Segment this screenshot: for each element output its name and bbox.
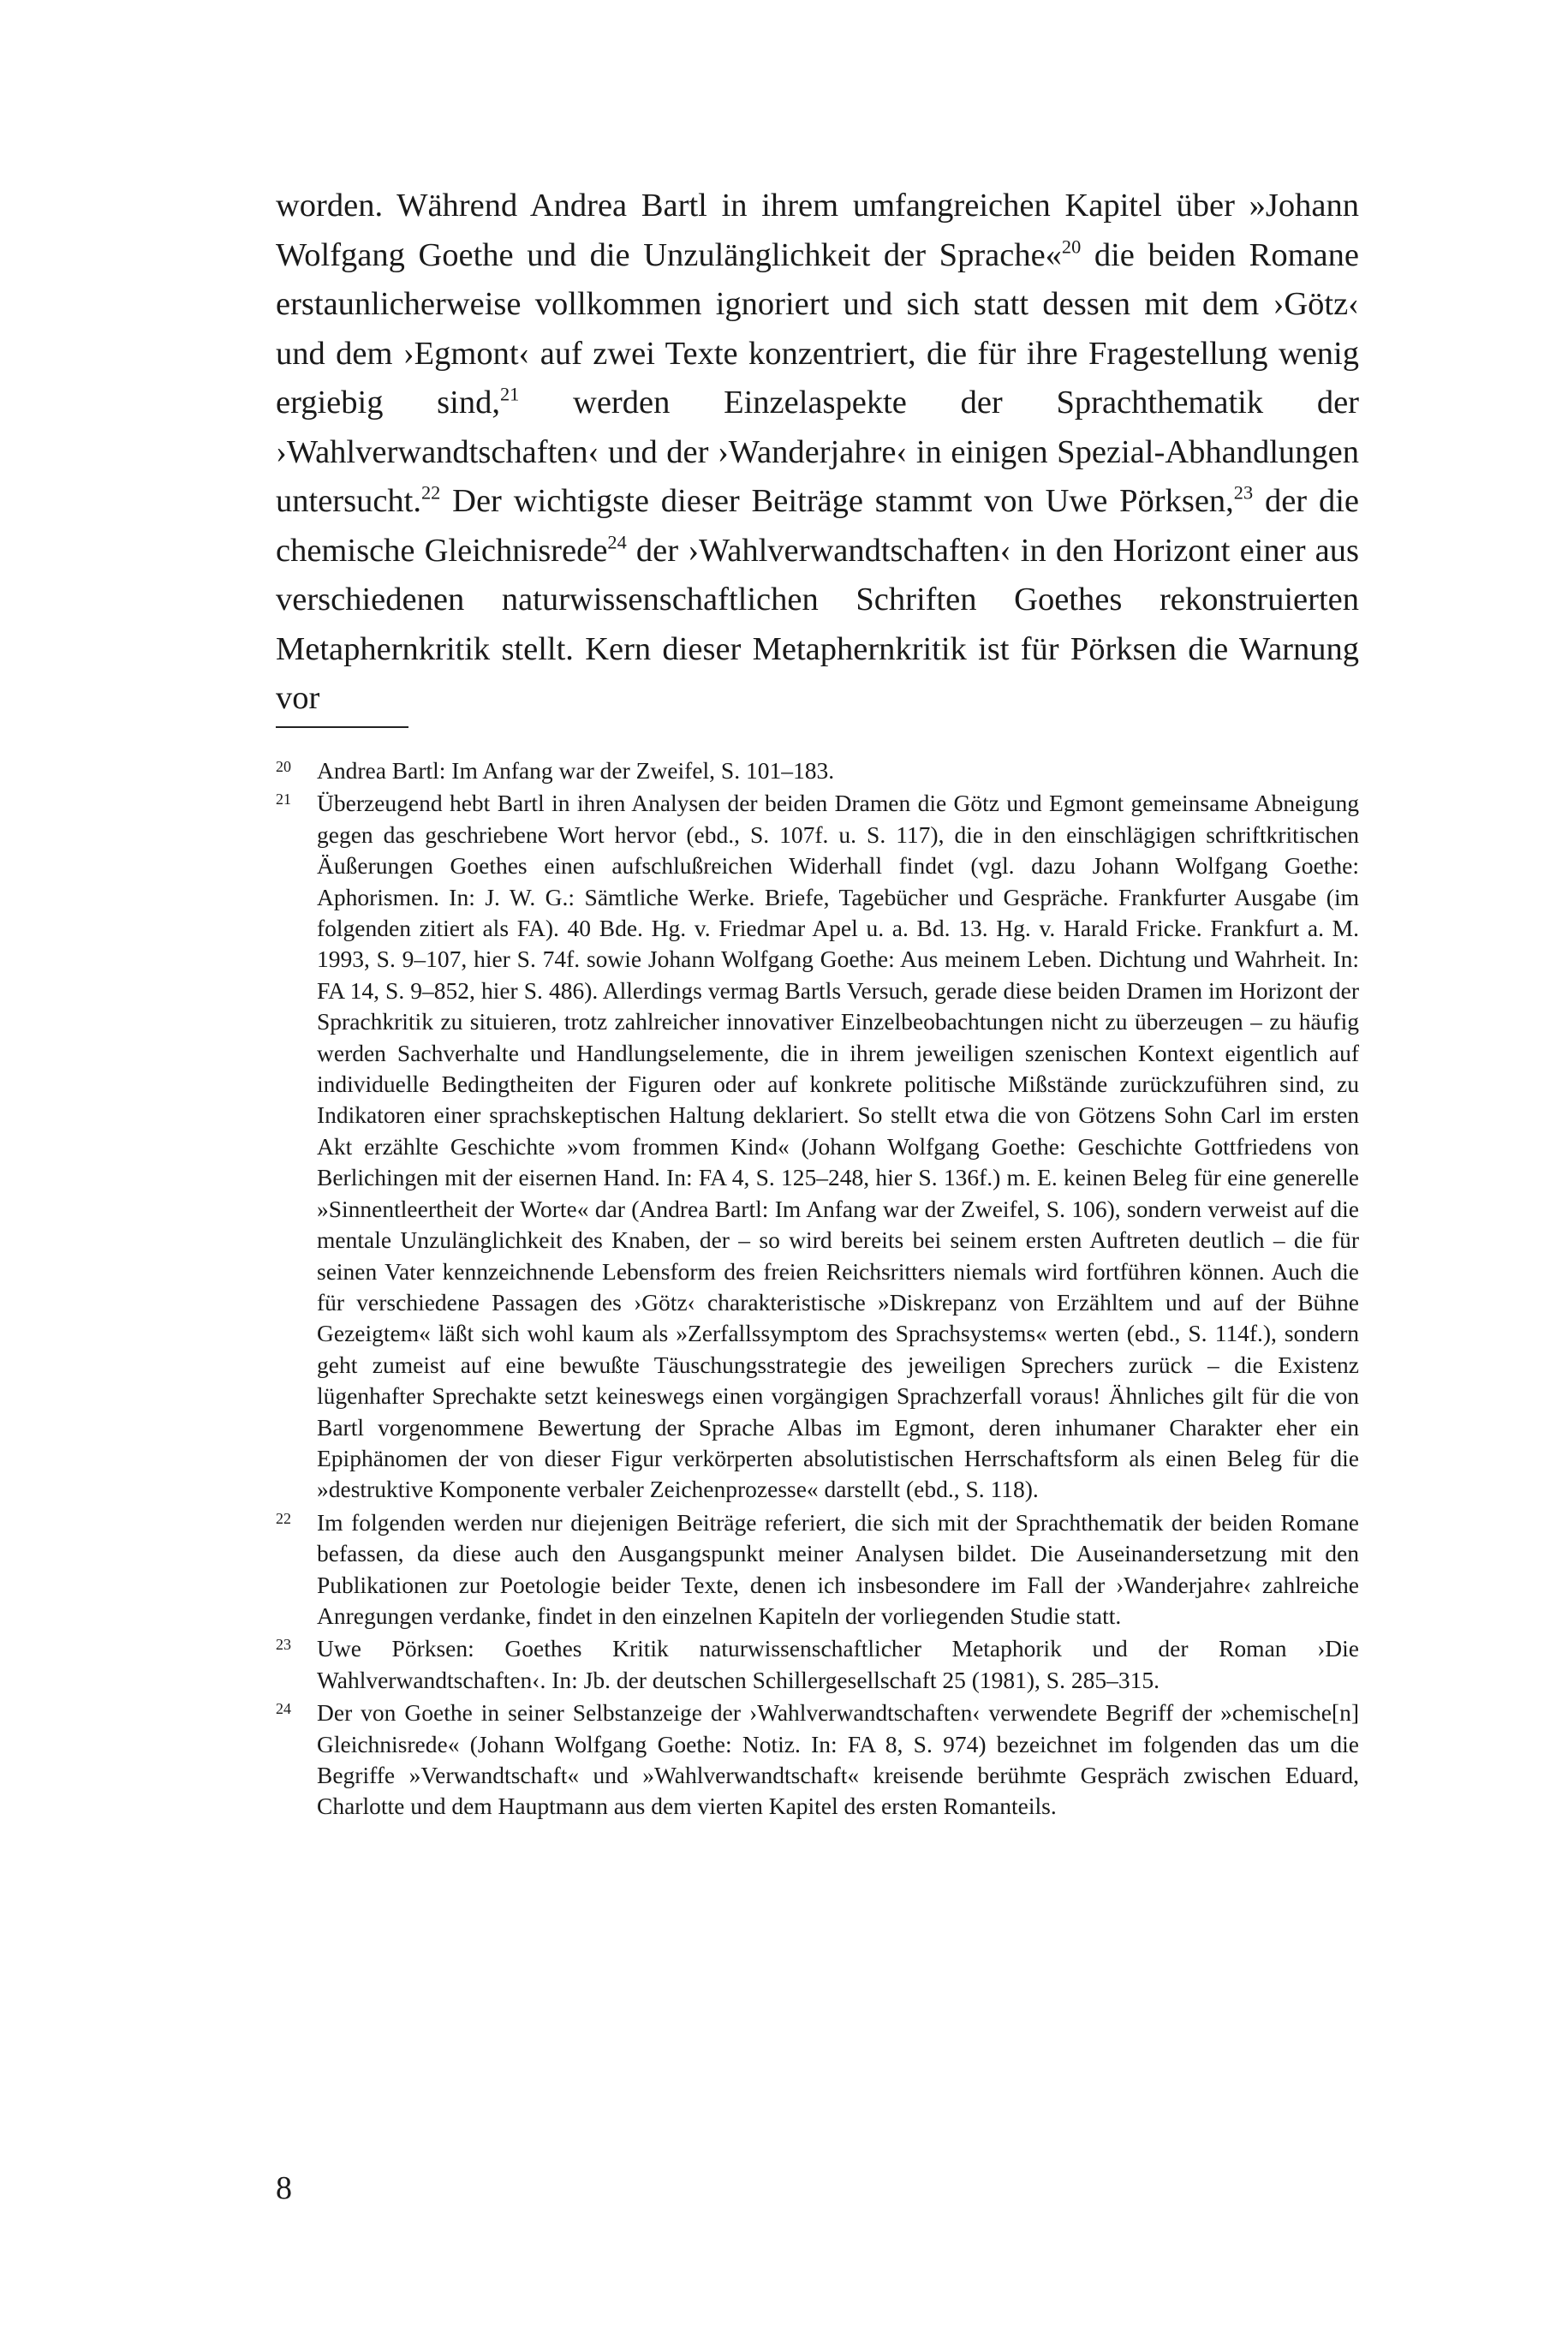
footnote-number: 24 [276, 1700, 291, 1718]
page-number: 8 [276, 2170, 292, 2206]
main-text-block [276, 182, 1359, 724]
footnote-text: Andrea Bartl: Im Anfang war der Zweifel, S. 101–183. [317, 757, 835, 784]
footnote [276, 1698, 1359, 1823]
footnote-ref-20[interactable]: 20 [1061, 236, 1082, 257]
footnote-ref-24[interactable]: 24 [607, 531, 627, 552]
body-paragraph: worden. Während Andrea Bartl in ihrem umfangreichen Kapitel über »Johann Wolfgang Goethe und die Unzulänglichkeit der Sprache«$^{20}$ die beiden Romane erstaunlicherweise vollkommen ignoriert und sich statt dessen mit dem ›Götz‹ und dem ›Egmont‹ auf zwei Texte konzentriert, die für ihre Fragestellung wenig ergiebig sind,$^{21}$ werden Einzelaspekte der Sprachthematik der ›Wahlverwandtschaften‹ und der ›Wanderjahre‹ in einigen Spezial-Abhandlungen untersucht.$^{22}$ Der wichtigste dieser Beiträge stammt von Uwe Pörksen,$^{23}$ der die chemische Gleichnisrede$^{24}$ der ›Wahlverwandtschaften‹ in den Horizont einer aus verschiedenen naturwissenschaftlichen Schriften Goethes rekonstruierten Metaphernkritik stellt. Kern dieser Metaphernkritik ist für Pörksen die Warnung vor [276, 188, 1359, 716]
footnote-text: Der von Goethe in seiner Selbstanzeige der ›Wahlverwandtschaften‹ verwendete Begriff der »chemische[n] Gleichnisrede« (Johann Wolfgang Goethe: Notiz. In: FA 8, S. 974) bezeichnet im folgenden das um die Begriffe »Verwandtschaft« und »Wahlverwandtschaft« kreisende berühmte Gespräch zwischen Eduard, Charlotte und dem Hauptmann aus dem vierten Kapitel des ersten Romanteils. [317, 1699, 1359, 1820]
footnote-number: 23 [276, 1636, 291, 1654]
footnote [276, 755, 1359, 786]
footnote [276, 1507, 1359, 1632]
footnote-number: 22 [276, 1509, 291, 1527]
footnote-ref-21[interactable]: 21 [499, 383, 520, 405]
footnote-text: Überzeugend hebt Bartl in ihren Analysen der beiden Dramen die Götz und Egmont gemeinsame Abneigung gegen das geschriebene Wort hervor (ebd., S. 107f. u. S. 117), die in den einschlägigen schriftkritischen Äußerungen Goethes einen aufschlußreichen Widerhall findet (vgl. dazu Johann Wolfgang Goethe: Aphorismen. In: J. W. G.: Sämtliche Werke. Briefe, Tagebücher und Gespräche. Frankfurter Ausgabe (im folgenden zitiert als FA). 40 Bde. Hg. v. Friedmar Apel u. a. Bd. 13. Hg. v. Harald Fricke. Frankfurt a. M. 1993, S. 9–107, hier S. 74f. sowie Johann Wolfgang Goethe: Aus meinem Leben. Dichtung und Wahrheit. In: FA 14, S. 9–852, hier S. 486). Allerdings vermag Bartls Versuch, gerade diese beiden Dramen im Horizont der Sprachkritik zu situieren, trotz zahlreicher innovativer Einzelbeobachtungen nicht zu überzeugen – zu häufig werden Sachverhalte und Handlungselemente, die in ihrem jeweiligen szenischen Kontext eigentlich auf individuelle Bedingtheiten der Figuren oder auf konkrete politische Mißstände zurückzuführen sind, zu Indikatoren einer sprachskeptischen Haltung deklariert. So stellt etwa die von Götzens Sohn Carl im ersten Akt erzählte Geschichte »vom frommen Kind« (Johann Wolfgang Goethe: Geschichte Gottfriedens von Berlichingen mit der eisernen Hand. In: FA 4, S. 125–248, hier S. 136f.) m. E. keinen Beleg für eine generelle »Sinnentleertheit der Worte« dar (Andrea Bartl: Im Anfang war der Zweifel, S. 106), sondern verweist auf die mentale Unzulänglichkeit des Knaben, der – so wird bereits bei seinem ersten Auftreten deutlich – die für seinen Vater kennzeichnende Lebensform des freien Reichsritters niemals wird fortführen können. Auch die für verschiedene Passagen des ›Götz‹ charakteristische »Diskrepanz von Erzähltem und auf der Bühne Gezeigtem« läßt sich wohl kaum als »Zerfallssymptom des Sprachsystems« werten (ebd., S. 114f.), sondern geht zumeist auf eine bewußte Täuschungsstrategie des jeweiligen Sprechers zurück – die Existenz lügenhafter Sprechakte setzt keineswegs einen vorgängigen Sprachzerfall voraus! Ähnliches gilt für die von Bartl vorgenommene Bewertung der Sprache Albas im Egmont, deren inhumaner Charakter eher ein Epiphänomen der von dieser Figur verkörperten absolutistischen Herrschaftsform als einen Beleg für die »destruktive Komponente verbaler Zeichenprozesse« darstellt (ebd., S. 118). [317, 790, 1359, 1503]
footnote-number: 21 [276, 791, 291, 808]
footnote [276, 1633, 1359, 1696]
footnote-ref-23[interactable]: 23 [1233, 481, 1254, 504]
footnote-text: Im folgenden werden nur diejenigen Beiträge referiert, die sich mit der Sprachthematik der beiden Romane befassen, da diese auch den Ausgangspunkt meiner Analysen bildet. Die Auseinandersetzung mit den Publikationen zur Poetologie beider Texte, denen ich insbesondere im Fall der ›Wanderjahre‹ zahlreiche Anregungen verdanke, findet in den einzelnen Kapiteln der vorliegenden Studie statt. [317, 1508, 1359, 1629]
footnote [276, 788, 1359, 1505]
footnote-separator [276, 726, 408, 728]
footnote-number: 20 [276, 758, 291, 775]
footnote-text: Uwe Pörksen: Goethes Kritik naturwissenschaftlicher Metaphorik und der Roman ›Die Wahlverwandtschaften‹. In: Jb. der deutschen Schillergesellschaft 25 (1981), S. 285–315. [317, 1635, 1359, 1693]
footnote-ref-22[interactable]: 22 [421, 481, 441, 504]
footnotes [276, 755, 1359, 1824]
